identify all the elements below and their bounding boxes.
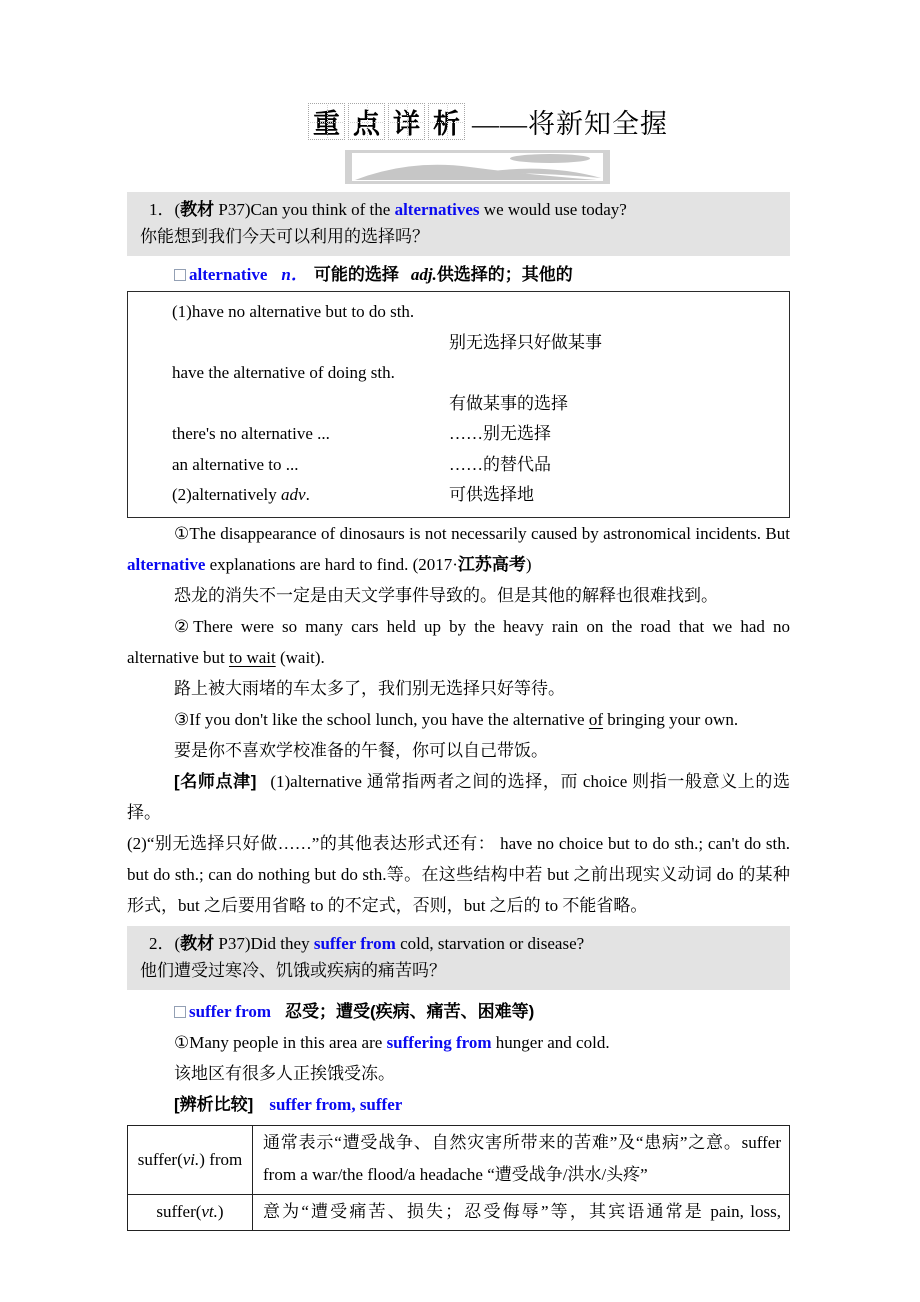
phrase-cn: ……的替代品 xyxy=(449,454,551,474)
section-number: 2． xyxy=(149,933,175,953)
vocab-entry-suffer-from xyxy=(127,996,790,1027)
phrase-cn: 别无选择只好做某事 xyxy=(449,332,602,352)
example-sentence-1 xyxy=(127,518,790,580)
part-of-speech: adv xyxy=(281,485,306,504)
square-bullet-icon xyxy=(174,269,186,281)
sentence-text: (wait). xyxy=(275,647,325,667)
textbook-source: 教材 xyxy=(180,200,215,219)
paren: ( xyxy=(174,200,181,219)
vocab-entry-alternative xyxy=(127,263,790,286)
note-label: [名师点津] xyxy=(174,771,257,791)
example-translation-3: 要是你不喜欢学校准备的午餐，你可以自己带饭。 xyxy=(174,740,548,760)
sentence-text: ①The disappearance of dinosaurs is not necessarily caused by astronomical incidents. But xyxy=(174,523,790,543)
section-1-heading-en xyxy=(127,195,790,224)
phrase-row xyxy=(128,450,789,481)
example-translation-2: 路上被大雨堵的车太多了，我们别无选择只好等待。 xyxy=(174,678,565,698)
boxed-title-char: 析 xyxy=(428,103,465,140)
compare-heading xyxy=(127,1089,790,1120)
textbook-page: P37) xyxy=(214,200,251,219)
keyword-highlight: suffering from xyxy=(386,1032,492,1052)
example-sentence-3 xyxy=(127,704,790,735)
teacher-note-line-2: (2)“别无选择只好做……”的其他表达形式还有： have no choice but to do sth.; can't do sth. but do sth.; can do nothing but do sth.等。在这些结构中若 but 之前出现实义动词 do 的某种形式，but 之后要用省略 to 的不定式，否则，but 之后的 to 不能省略。 xyxy=(127,833,790,915)
page-title-suffix: ——将新知全握 xyxy=(472,109,668,139)
boxed-title-char: 详 xyxy=(388,103,425,140)
part-of-speech: vi. xyxy=(182,1149,200,1169)
sentence-text: cold, starvation or disease? xyxy=(395,933,585,953)
vocab-meaning: 供选择的；其他的 xyxy=(436,265,573,284)
exam-source: 江苏高考 xyxy=(457,554,526,574)
boxed-title-char: 重 xyxy=(308,103,345,140)
main-content xyxy=(127,192,790,1231)
phrase-en: there's no alternative ... xyxy=(172,424,330,443)
note-text: (1)alternative 通常指两者之间的选择，而 choice 则指一般意义上的选择。 xyxy=(127,771,790,822)
square-bullet-icon xyxy=(174,1006,186,1018)
compare-table xyxy=(127,1125,790,1232)
desc-cell: 意为“遭受痛苦、损失；忍受侮辱”等，其宾语通常是 pain, loss, xyxy=(253,1194,790,1231)
sentence-text: ③If you don't like the school lunch, you have the alternative xyxy=(174,709,589,729)
example-translation-1: 恐龙的消失不一定是由天文学事件导致的。但是其他的解释也很难找到。 xyxy=(174,585,718,605)
term-text: ) from xyxy=(199,1149,243,1169)
term-text: suffer( xyxy=(137,1149,183,1169)
page-title xyxy=(308,102,668,141)
phrase-row xyxy=(128,480,789,511)
section-1-header xyxy=(127,192,790,256)
part-of-speech: vt. xyxy=(201,1202,218,1222)
textbook-page: P37) xyxy=(214,933,251,953)
term-text: suffer( xyxy=(156,1202,202,1222)
phrase-row xyxy=(128,389,789,420)
vocab-word: suffer from xyxy=(189,1001,271,1021)
section-1-heading-cn: 你能想到我们今天可以利用的选择吗？ xyxy=(140,227,429,246)
part-of-speech: n． xyxy=(281,265,308,284)
vocab-meaning: 可能的选择 xyxy=(313,265,399,284)
boxed-title-char: 点 xyxy=(348,103,385,140)
phrase-text: (2)alternatively xyxy=(172,485,282,504)
sentence-text: Did they xyxy=(250,933,314,953)
section-2-heading-cn: 他们遭受过寒冷、饥饿或疾病的痛苦吗？ xyxy=(140,960,446,980)
phrase-cn: ……别无选择 xyxy=(449,424,551,443)
sentence-text: bringing your own. xyxy=(603,709,739,729)
part-of-speech: adj. xyxy=(410,265,437,284)
textbook-source: 教材 xyxy=(180,933,215,953)
sentence-text: Can you think of the xyxy=(250,200,395,219)
phrase-row xyxy=(128,328,789,359)
phrase-text: . xyxy=(305,485,310,504)
vocab-word: alternative xyxy=(189,265,268,284)
fill-in-answer: to wait xyxy=(228,647,276,667)
phrase-en: have the alternative of doing sth. xyxy=(172,363,395,382)
desc-cell: 通常表示“遭受战争、自然灾害所带来的苦难”及“患病”之意。suffer from a war/the flood/a headache “遭受战争/洪水/头疼” xyxy=(253,1125,790,1194)
sentence-text: ②There were so many cars held up by the heavy rain on the road that we had no alternative but xyxy=(127,616,790,667)
teacher-note-line-1 xyxy=(127,766,790,828)
sentence-text: explanations are hard to find. (2017· xyxy=(205,554,458,574)
example-sentence-4 xyxy=(127,1027,790,1058)
phrase-box xyxy=(127,291,790,518)
paren: ( xyxy=(174,933,181,953)
brush-stroke-banner-icon xyxy=(345,150,610,189)
phrase-row xyxy=(128,419,789,450)
term-cell xyxy=(128,1125,253,1194)
phrase-cn: 可供选择地 xyxy=(449,485,534,504)
phrase-row xyxy=(128,358,789,389)
phrase-cn: 有做某事的选择 xyxy=(449,393,568,413)
phrase-en xyxy=(172,485,310,504)
compare-keywords: suffer from, suffer xyxy=(269,1094,403,1114)
example-sentence-2 xyxy=(127,611,790,673)
vocab-meaning: 忍受；遭受(疾病、痛苦、困难等) xyxy=(285,1001,535,1021)
section-2-heading-en xyxy=(127,929,790,958)
keyword-highlight: alternatives xyxy=(394,200,480,219)
compare-label: [辨析比较] xyxy=(174,1094,254,1114)
section-number: 1． xyxy=(149,200,175,219)
table-row xyxy=(128,1125,790,1194)
sentence-text: hunger and cold. xyxy=(491,1032,610,1052)
phrase-en: (1)have no alternative but to do sth. xyxy=(172,302,415,321)
sentence-text: ) xyxy=(525,554,532,574)
phrase-row xyxy=(128,297,789,328)
sentence-text: we would use today? xyxy=(479,200,627,219)
table-row xyxy=(128,1194,790,1231)
keyword-highlight: alternative xyxy=(127,554,206,574)
example-translation-4: 该地区有很多人正挨饿受冻。 xyxy=(174,1063,395,1083)
sentence-text: ①Many people in this area are xyxy=(174,1032,387,1052)
term-text: ) xyxy=(217,1202,224,1222)
fill-in-answer: of xyxy=(588,709,604,729)
keyword-highlight: suffer from xyxy=(313,933,396,953)
phrase-en: an alternative to ... xyxy=(172,454,299,474)
section-2-header xyxy=(127,926,790,990)
term-cell xyxy=(128,1194,253,1231)
